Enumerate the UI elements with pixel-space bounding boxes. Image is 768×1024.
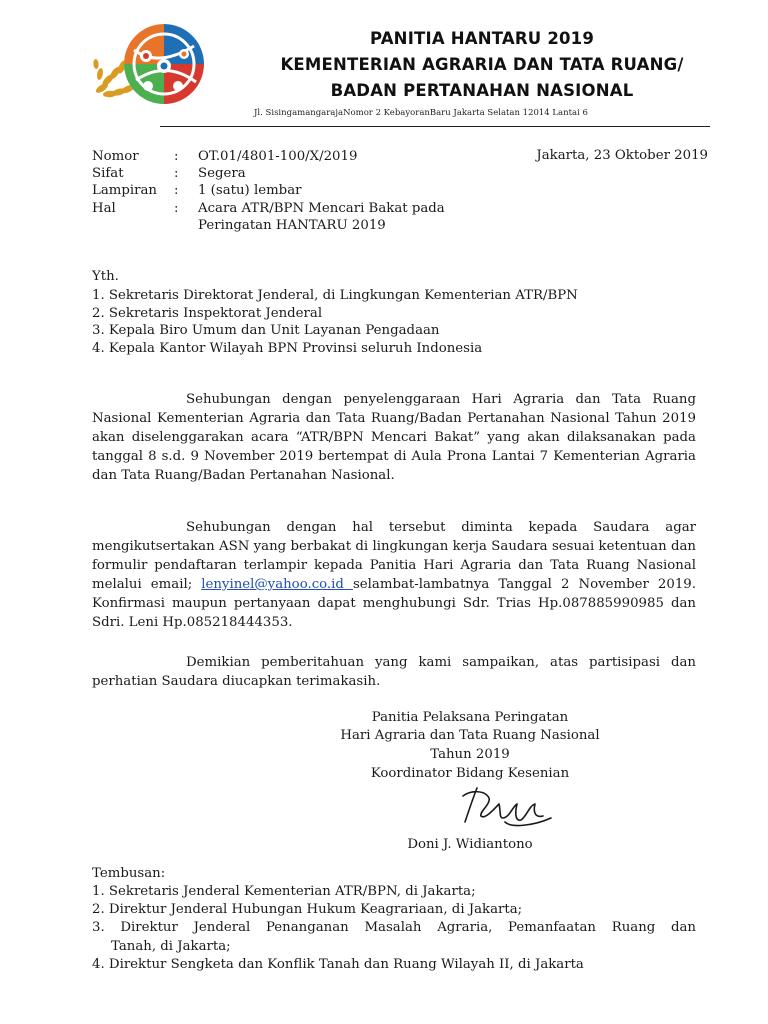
recipient-item: 2. Sekretaris Inspektorat Jenderal (92, 306, 323, 321)
sifat-value: Segera (198, 166, 246, 181)
signer-name: Doni J. Widiantono (407, 837, 533, 852)
body-paragraph-1 (92, 390, 696, 485)
hantaru-logo-icon (88, 20, 218, 110)
hal-value-line-2: Peringatan HANTARU 2019 (198, 218, 386, 233)
lampiran-value: 1 (satu) lembar (198, 183, 302, 198)
cc-title: Tembusan: (92, 866, 166, 881)
sifat-label: Sifat (92, 166, 124, 181)
body-paragraph-2-text-b: selambat-lambatnya Tanggal 2 November 2019. Konfirmasi maupun pertanyaan dapat menghubungi Sdr. Trias Hp.087885990985 dan Sdri. Leni Hp.085218444353. (92, 577, 696, 630)
signer-org-line-2: Hari Agraria dan Tata Ruang Nasional (340, 728, 600, 743)
header-line-1: PANITIA HANTARU 2019 (369, 29, 595, 48)
body-paragraph-3-text: Demikian pemberitahuan yang kami sampaikan, atas partisipasi dan perhatian Saudara diucapkan terimakasih. (92, 655, 696, 689)
lampiran-colon: : (174, 183, 179, 198)
body-paragraph-2-text-a: Sehubungan dengan hal tersebut diminta kepada Saudara agar mengikutsertakan ASN yang berbakat di lingkungan kerja Saudara sesuai ketentuan dan formulir pendaftaran terlampir kepada Panitia Hari Agraria dan Tata Ruang Nasional melalui email; (92, 520, 696, 592)
header-address: Jl. SisingamangarajaNomor 2 KebayoranBaru Jakarta Selatan 12014 Lantai 6 (254, 108, 588, 118)
cc-item: 1. Sekretaris Jenderal Kementerian ATR/BPN, di Jakarta; (92, 884, 476, 899)
body-paragraph-1-text: Sehubungan dengan penyelenggaraan Hari Agraria dan Tata Ruang Nasional Kementerian Agraria dan Tata Ruang/Badan Pertanahan Nasional Tahun 2019 akan diselenggarakan acara “ATR/BPN Mencari Bakat” yang akan dilaksanakan pada tanggal 8 s.d. 9 November 2019 bertempat di Aula Prona Lantai 7 Kementerian Agraria dan Tata Ruang/Badan Pertanahan Nasional. (92, 392, 696, 483)
header-line-3: BADAN PERTANAHAN NASIONAL (330, 81, 634, 100)
recipient-salutation: Yth. (92, 269, 119, 284)
body-paragraph-2 (92, 518, 696, 632)
recipient-item: 4. Kepala Kantor Wilayah BPN Provinsi seluruh Indonesia (92, 341, 483, 356)
recipient-item: 1. Sekretaris Direktorat Jenderal, di Lingkungan Kementerian ATR/BPN (92, 288, 578, 303)
nomor-value: OT.01/4801-100/X/2019 (198, 149, 358, 164)
header-line-2: KEMENTERIAN AGRARIA DAN TATA RUANG/ (280, 55, 684, 74)
hal-value-line-1: Acara ATR/BPN Mencari Bakat pada (198, 201, 445, 216)
nomor-label: Nomor (92, 149, 139, 164)
cc-item-continuation: Tanah, di Jakarta; (111, 939, 231, 954)
lampiran-label: Lampiran (92, 183, 157, 198)
nomor-colon: : (174, 149, 179, 164)
cc-item: 2. Direktur Jenderal Hubungan Hukum Keagrariaan, di Jakarta; (92, 902, 523, 917)
hal-colon: : (174, 201, 179, 216)
cc-item: 3. Direktur Jenderal Penanganan Masalah Agraria, Pemanfaatan Ruang dan (92, 920, 696, 935)
letter-date: Jakarta, 23 Oktober 2019 (536, 148, 708, 163)
signer-org-line-3: Tahun 2019 (430, 747, 510, 762)
recipient-item: 3. Kepala Biro Umum dan Unit Layanan Pengadaan (92, 323, 440, 338)
signer-position: Koordinator Bidang Kesenian (370, 766, 570, 781)
signer-org-line-1: Panitia Pelaksana Peringatan (371, 710, 569, 725)
hal-label: Hal (92, 201, 116, 216)
sifat-colon: : (174, 166, 179, 181)
header-divider (160, 126, 710, 127)
body-paragraph-3 (92, 653, 696, 691)
handwritten-signature-icon (455, 782, 555, 830)
contact-email-link[interactable]: lenyinel@yahoo.co.id (201, 577, 353, 592)
cc-item: 4. Direktur Sengketa dan Konflik Tanah dan Ruang Wilayah II, di Jakarta (92, 957, 584, 972)
